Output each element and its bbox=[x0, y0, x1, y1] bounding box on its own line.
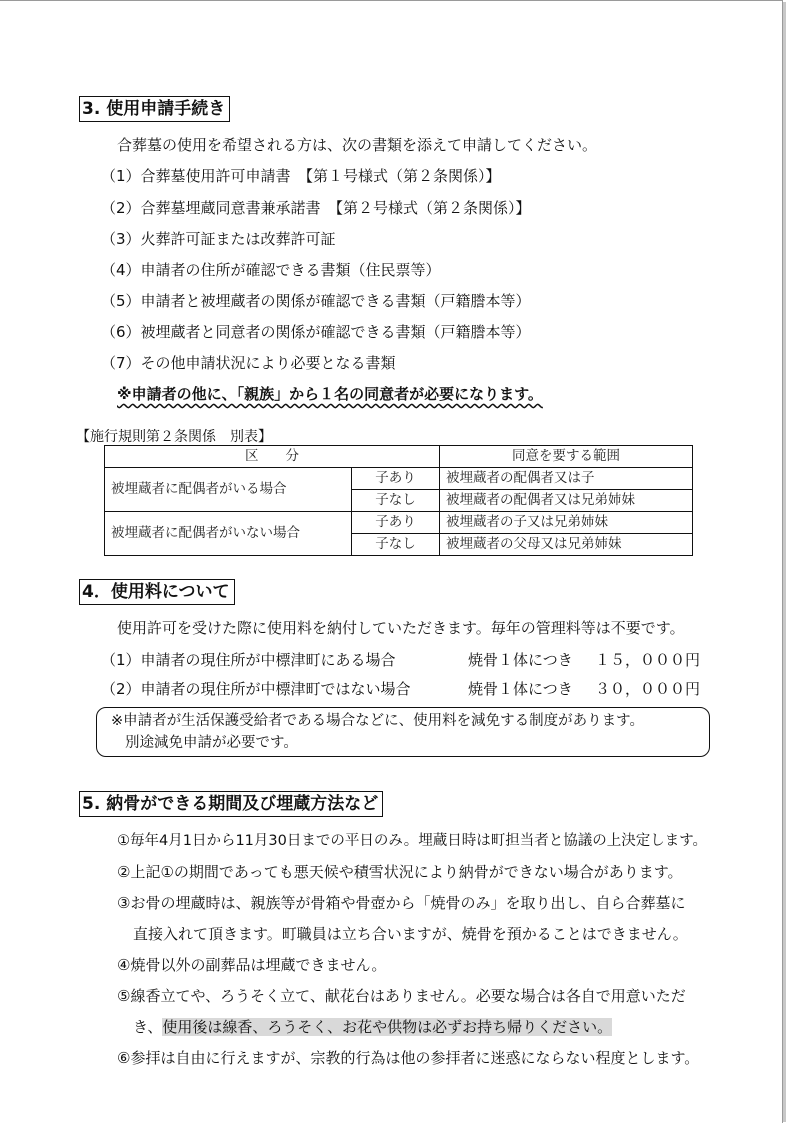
fee-label-2: （2）申請者の現住所が中標津町ではない場合 bbox=[101, 680, 411, 698]
rules-sub: 子あり bbox=[352, 512, 440, 534]
memo-line-2: 別途減免申請が必要です。 bbox=[125, 735, 298, 751]
section3-item-1: （1）合葬墓使用許可申請書 【第１号様式（第２条関係）】 bbox=[101, 167, 501, 185]
section5-line-4: 直接入れて頂きます。町職員は立ち合いますが、焼骨を預かることはできません。 bbox=[133, 925, 688, 943]
section3-item-3: （3）火葬許可証または改葬許可証 bbox=[101, 230, 336, 248]
consenter-note: ※申請者の他に、「親族」から１名の同意者が必要になります。 bbox=[117, 385, 543, 403]
rules-header-category: 区 分 bbox=[105, 446, 440, 468]
rules-table-title: 【施行規則第２条関係 別表】 bbox=[76, 429, 272, 445]
fee-unit-2: 焼骨１体につき bbox=[468, 680, 573, 698]
section3-item-4: （4）申請者の住所が確認できる書類（住民票等） bbox=[101, 261, 441, 279]
rules-header-range: 同意を要する範囲 bbox=[440, 446, 693, 468]
section5-line-2: ②上記①の期間であっても悪天候や積雪状況により納骨ができない場合があります。 bbox=[117, 863, 683, 881]
section3-intro: 合葬墓の使用を希望される方は、次の書類を添えて申請してください。 bbox=[117, 136, 598, 154]
rules-range: 被埋蔵者の子又は兄弟姉妹 bbox=[440, 512, 693, 534]
rules-range: 被埋蔵者の配偶者又は兄弟姉妹 bbox=[440, 490, 693, 512]
section5-line-6: ⑤線香立てや、ろうそく立て、献花台はありません。必要な場合は各自で用意いただ bbox=[117, 987, 686, 1005]
section3-item-5: （5）申請者と被埋蔵者の関係が確認できる書類（戸籍謄本等） bbox=[101, 292, 531, 310]
line7-prefix: き、 bbox=[133, 1018, 163, 1036]
rules-sub: 子なし bbox=[352, 534, 440, 556]
section5-line-1: ①毎年4月1日から11月30日までの平日のみ。埋蔵日時は町担当者と協議の上決定します。 bbox=[117, 833, 708, 849]
fee-label-1: （1）申請者の現住所が中標津町にある場合 bbox=[101, 651, 396, 669]
section3-item-6: （6）被埋蔵者と同意者の関係が確認できる書類（戸籍謄本等） bbox=[101, 323, 531, 341]
page-edge-shadow bbox=[783, 2, 786, 1122]
memo-line-1: ※申請者が生活保護受給者である場合などに、使用料を減免する制度があります。 bbox=[111, 713, 644, 729]
section3-item-7: （7）その他申請状況により必要となる書類 bbox=[101, 354, 396, 372]
rules-sub: 子あり bbox=[352, 468, 440, 490]
fee-reduction-memo bbox=[96, 707, 710, 757]
section5-line-3: ③お骨の埋蔵時は、親族等が骨箱や骨壺から「焼骨のみ」を取り出し、自ら合葬墓に bbox=[117, 894, 686, 912]
section5-line-5: ④焼骨以外の副葬品は埋蔵できません。 bbox=[117, 956, 387, 974]
section5-line-7 bbox=[133, 1017, 612, 1037]
rules-range: 被埋蔵者の配偶者又は子 bbox=[440, 468, 693, 490]
section3-heading: 3. 使用申請手続き bbox=[79, 96, 230, 122]
section4-heading: 4．使用料について bbox=[79, 579, 235, 605]
rules-group-with-spouse: 被埋蔵者に配偶者がいる場合 bbox=[105, 468, 352, 512]
rules-table bbox=[104, 445, 693, 556]
highlighted-carry-home-note: 使用後は線香、ろうそく、お花や供物は必ずお持ち帰りください。 bbox=[162, 1018, 613, 1036]
rules-range: 被埋蔵者の父母又は兄弟姉妹 bbox=[440, 534, 693, 556]
fee-unit-1: 焼骨１体につき bbox=[468, 651, 573, 669]
section5-heading: 5. 納骨ができる期間及び埋蔵方法など bbox=[79, 791, 383, 817]
fee-amount-1: １５，０００円 bbox=[595, 651, 701, 669]
rules-sub: 子なし bbox=[352, 490, 440, 512]
section4-intro: 使用許可を受けた際に使用料を納付していただきます。毎年の管理料等は不要です。 bbox=[117, 619, 685, 637]
fee-amount-2: ３０，０００円 bbox=[595, 680, 701, 698]
section3-item-2: （2）合葬墓埋蔵同意書兼承諾書 【第２号様式（第２条関係）】 bbox=[101, 199, 531, 217]
section5-line-8: ⑥参拝は自由に行えますが、宗教的行為は他の参拝者に迷惑にならない程度とします。 bbox=[117, 1049, 700, 1067]
rules-group-without-spouse: 被埋蔵者に配偶者がいない場合 bbox=[105, 512, 352, 556]
